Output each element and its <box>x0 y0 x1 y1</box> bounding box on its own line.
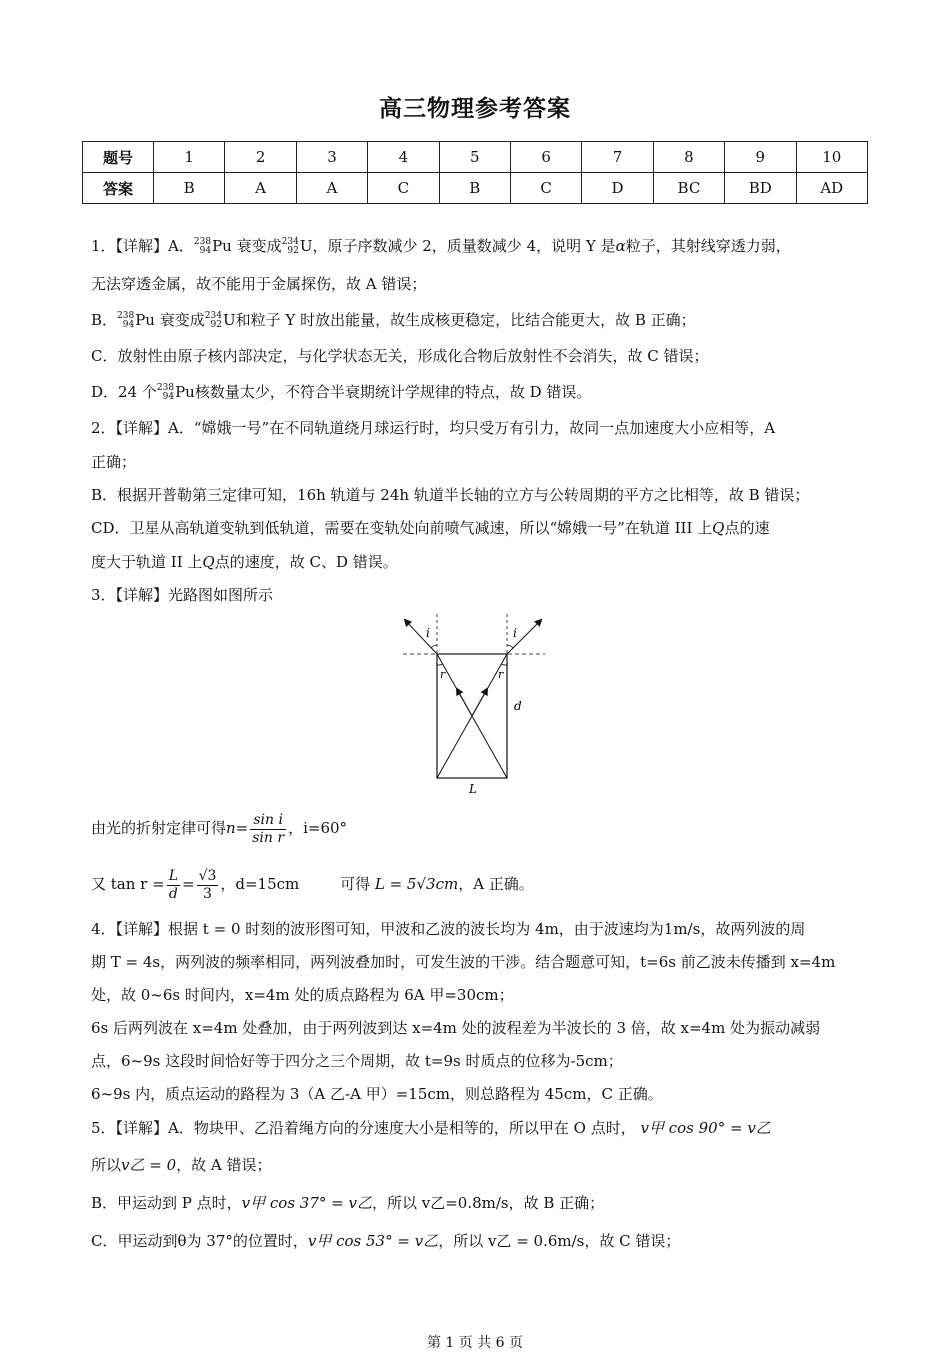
alpha-symbol: α <box>615 237 626 255</box>
pu-isotope: 238 94 <box>117 311 135 330</box>
q1-label: 1．【详解】A． <box>91 237 194 255</box>
q2-line-3: B．根据开普勒第三定律可知，16h 轨道与 24h 轨道半长轴的立方与公转周期的平方之比相等，故 B 错误； <box>91 486 810 504</box>
angle-arc-i-right <box>507 645 513 648</box>
q1-line-4: C．放射性由原子核内部决定，与化学状态无关，形成化合物后放射性不会消失，故 C 错误； <box>91 347 709 365</box>
sqrt3-fraction: $\frac{√3}{3}$ <box>198 867 217 902</box>
q5-text: ，故 A 错误； <box>176 1156 272 1174</box>
u-isotope: 234 92 <box>204 311 222 330</box>
table-header-number: 题号 <box>83 142 154 173</box>
q3-text: ，d=15cm <box>220 875 300 893</box>
q2-text: CD．卫星从高轨道变轨到低轨道，需要在变轨处向前喷气减速，所以“嫦娥一号”在轨道 III 上 <box>91 519 713 537</box>
label-i-right: i <box>513 626 517 640</box>
pu-symbol: Pu <box>212 237 232 255</box>
q5-line-2 <box>91 1155 272 1175</box>
table-cell: A <box>296 173 367 204</box>
q5-text: ，所以 v乙=0.8m/s，故 B 正确； <box>371 1194 605 1212</box>
q1-text: 和粒子 Y 时放出能量，故生成核更稳定，比结合能更大，故 B 正确； <box>235 311 696 329</box>
pu-symbol: Pu <box>175 383 195 401</box>
q5-text: B．甲运动到 P 点时， <box>91 1194 242 1212</box>
q1-text: D．24 个 <box>91 383 157 401</box>
q1-line-3 <box>91 310 696 330</box>
pu-isotope: 238 94 <box>193 237 212 256</box>
u-symbol: U <box>222 311 236 329</box>
q3-tan-line <box>91 864 534 904</box>
table-cell: B <box>154 173 225 204</box>
inner-ray-arrow-right <box>472 689 487 716</box>
table-row-numbers <box>83 142 868 173</box>
q2-text: 点的速度，故 C、D 错误。 <box>214 553 398 571</box>
q4-line-3: 处，故 0~6s 时间内，x=4m 处的质点路程为 6A 甲=30cm； <box>91 986 514 1004</box>
q3-text: ，i=60° <box>288 819 348 837</box>
equals-sign: = <box>181 875 195 893</box>
q3-text: 又 tan r = <box>91 875 165 893</box>
table-cell: D <box>582 173 653 204</box>
table-cell: 10 <box>796 142 867 173</box>
table-cell: AD <box>796 173 867 204</box>
q4-line-4: 6s 后两列波在 x=4m 处叠加，由于两列波到达 x=4m 处的波程差为半波长的 3 倍，故 x=4m 处为振动减弱 <box>91 1019 821 1037</box>
q3-line-1: 3．【详解】光路图如图所示 <box>91 586 274 604</box>
q2-line-5 <box>91 552 398 572</box>
q1-line-1 <box>91 236 791 256</box>
q1-text: 衰变成 <box>236 237 282 255</box>
q1-line-2: 无法穿透金属，故不能用于金属探伤，故 A 错误； <box>91 275 427 293</box>
q5-text: ，所以 v乙 = 0.6m/s，故 C 错误； <box>438 1232 681 1250</box>
table-cell: 4 <box>368 142 439 173</box>
table-header-answer: 答案 <box>83 173 154 204</box>
q5-equation: v甲 cos 37° = v乙 <box>241 1194 372 1212</box>
page-title: 高三物理参考答案 <box>379 96 571 122</box>
q1-text: 粒子，其射线穿透力弱， <box>625 237 791 255</box>
q2-line-2: 正确； <box>91 453 137 471</box>
point-q: Q <box>202 553 215 571</box>
page-footer: 第 1 页 共 6 页 <box>426 1335 524 1351</box>
table-cell: C <box>510 173 581 204</box>
q2-text: 点的速 <box>724 519 770 537</box>
table-cell: 5 <box>439 142 510 173</box>
point-q: Q <box>712 519 725 537</box>
table-cell: 6 <box>510 142 581 173</box>
l-result: L = 5√3cm <box>374 875 459 893</box>
label-r-right: r <box>498 668 504 681</box>
sin-fraction: $\frac{\text{sin i}}{\text{sin r}}$ <box>252 811 285 846</box>
inner-ray-arrow-left <box>457 689 472 716</box>
angle-arc-i-left <box>431 645 437 648</box>
q5-equation: v甲 cos 53° = v乙 <box>307 1232 439 1250</box>
q4-line-1: 4．【详解】根据 t = 0 时刻的波形图可知，甲波和乙波的波长均为 4m，由于波速均为1m/s，故两列波的周 <box>91 920 806 938</box>
label-L: L <box>469 782 477 796</box>
table-cell: BD <box>725 173 796 204</box>
label-r-left: r <box>440 668 446 681</box>
q5-line-3 <box>91 1193 604 1213</box>
q3-refraction-law <box>91 808 347 848</box>
table-cell: 7 <box>582 142 653 173</box>
q4-line-6: 6~9s 内，质点运动的路程为 3（A 乙-A 甲）=15cm，则总路程为 45cm，C 正确。 <box>91 1085 663 1103</box>
q2-text: 度大于轨道 II 上 <box>91 553 203 571</box>
q4-line-2: 期 T = 4s，两列波的频率相同，两列波叠加时，可发生波的干涉。结合题意可知，t=6s 前乙波未传播到 x=4m <box>91 953 836 971</box>
q1-text: 衰变成 <box>159 311 205 329</box>
q5-equation: v甲 cos 90° = v乙 <box>640 1119 771 1137</box>
n-symbol: n= <box>226 819 249 837</box>
table-cell: 2 <box>225 142 296 173</box>
q5-line-4 <box>91 1231 680 1251</box>
q5-line-1 <box>91 1118 771 1138</box>
table-row-answers <box>83 173 868 204</box>
angle-arc-r-left <box>437 664 443 665</box>
q3-text: 由光的折射定律可得 <box>91 819 227 837</box>
q5-equation: v乙 = 0 <box>121 1156 177 1174</box>
label-i-left: i <box>426 626 430 640</box>
q2-line-1: 2．【详解】A．“嫦娥一号”在不同轨道绕月球运行时，均只受万有引力，故同一点加速度大小应相等，A <box>91 419 776 437</box>
q5-text: 所以 <box>91 1156 122 1174</box>
u-symbol: U <box>299 237 313 255</box>
q1-text: 核数量太少，不符合半衰期统计学规律的特点，故 D 错误。 <box>194 383 592 401</box>
label-d: d <box>514 699 522 713</box>
table-cell: BC <box>653 173 724 204</box>
table-cell: C <box>368 173 439 204</box>
table-cell: 9 <box>725 142 796 173</box>
q3-text: 可得 <box>340 875 371 893</box>
q4-line-5: 点，6~9s 这段时间恰好等于四分之三个周期，故 t=9s 时质点的位移为-5cm； <box>91 1052 623 1070</box>
q2-line-4 <box>91 518 770 538</box>
l-over-d-fraction: $\frac{L}{d}$ <box>168 867 178 902</box>
table-cell: B <box>439 173 510 204</box>
q1-b-label: B． <box>91 311 118 329</box>
table-cell: 8 <box>653 142 724 173</box>
q5-text: 5．【详解】A．物块甲、乙沿着绳方向的分速度大小是相等的，所以甲在 O 点时， <box>91 1119 636 1137</box>
pu-isotope: 238 94 <box>156 383 175 402</box>
u-isotope: 234 92 <box>281 237 299 256</box>
q5-text: C．甲运动到θ为 37°的位置时， <box>91 1232 308 1250</box>
q3-text: ，A 正确。 <box>458 875 534 893</box>
table-cell: 3 <box>296 142 367 173</box>
light-path-diagram <box>395 612 555 798</box>
table-cell: A <box>225 173 296 204</box>
answer-table <box>82 141 868 204</box>
angle-arc-r-right <box>501 664 507 665</box>
table-cell: 1 <box>154 142 225 173</box>
outgoing-ray-left <box>405 620 437 654</box>
q1-text: ，原子序数减少 2，质量数减少 4，说明 Y 是 <box>312 237 616 255</box>
q1-line-5 <box>91 382 591 402</box>
pu-symbol: Pu <box>135 311 155 329</box>
